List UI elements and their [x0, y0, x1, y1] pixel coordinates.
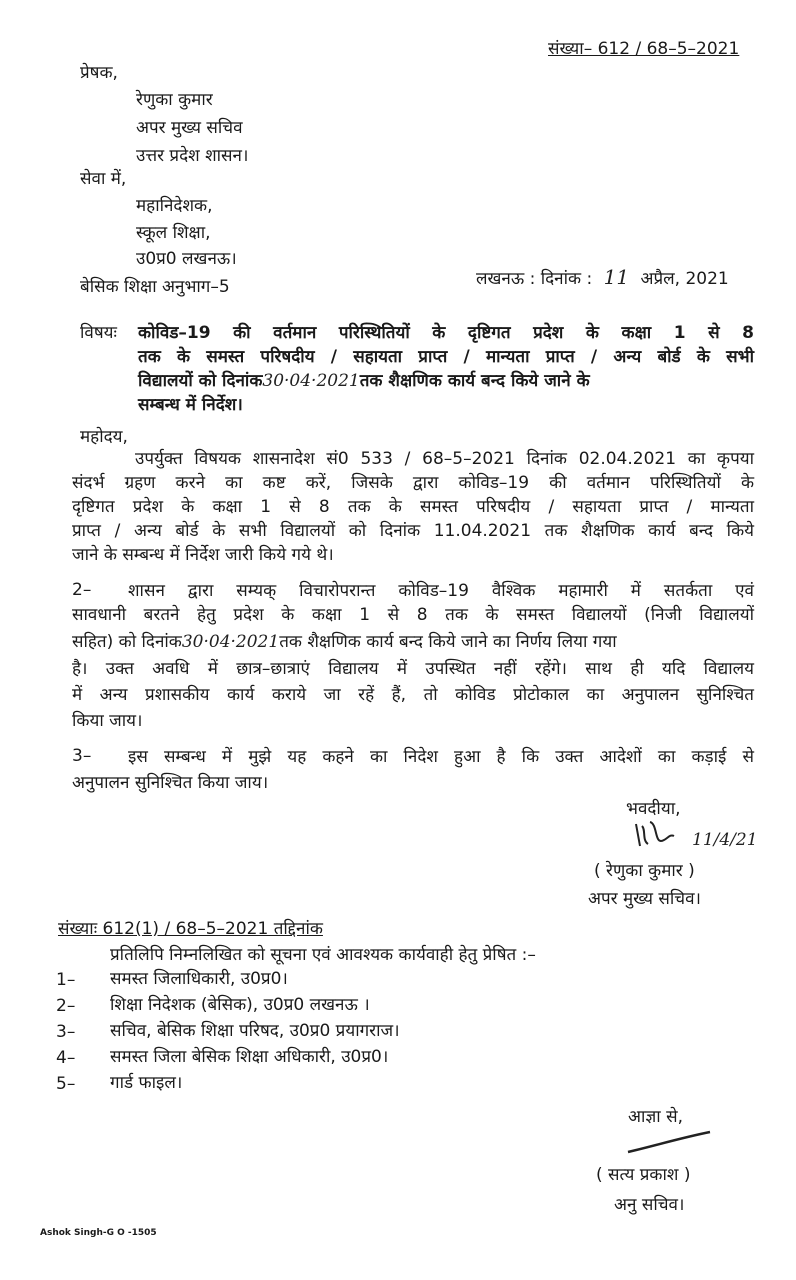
handwritten-date-day: 11 — [603, 265, 630, 289]
para1-line-4: प्राप्त / अन्य बोर्ड के सभी विद्यालयों को दिनांक 11.04.2021 तक शैक्षणिक कार्य बन्द किये — [72, 521, 754, 541]
order-signer-name: ( सत्य प्रकाश ) — [596, 1165, 691, 1185]
para2-line-2: सावधानी बरतने हेतु प्रदेश के कक्षा 1 से 8 तक के समस्त विद्यालयों (निजी विद्यालयों — [72, 605, 754, 625]
para3-line-2: अनुपालन सुनिश्चित किया जाय। — [72, 773, 269, 793]
closing: भवदीया, — [626, 799, 681, 819]
sender-label: प्रेषक, — [80, 63, 118, 83]
subject-line-3 — [138, 370, 590, 392]
para2-line-1: शासन द्वारा सम्यक् विचारोपरान्त कोविड–19 वैश्विक महामारी में सतर्कता एवं — [128, 581, 754, 601]
place-date — [476, 266, 729, 290]
para2-number: 2– — [72, 580, 92, 600]
sender-designation: अपर मुख्य सचिव — [136, 118, 243, 138]
section-name: बेसिक शिक्षा अनुभाग–5 — [80, 277, 230, 297]
copy-intro: प्रतिलिपि निम्नलिखित को सूचना एवं आवश्यक कार्यवाही हेतु प्रेषित :– — [110, 945, 536, 965]
sender-office: उत्तर प्रदेश शासन। — [136, 146, 249, 166]
copy-item: समस्त जिला बेसिक शिक्षा अधिकारी, उ0प्र0। — [110, 1047, 389, 1067]
para2-line-3-part-1: सहित) को दिनांक — [72, 632, 182, 652]
salutation: महोदय, — [80, 427, 128, 447]
subject-handwritten-date: 30·04·2021 — [262, 371, 360, 391]
para2-line-3-part-2: तक शैक्षणिक कार्य बन्द किये जाने का निर्णय लिया गया — [279, 632, 617, 652]
para1-line-3: दृष्टिगत प्रदेश के कक्षा 1 से 8 तक के समस्त परिषदीय / सहायता प्राप्त / मान्यता — [72, 497, 754, 517]
signer-name: ( रेणुका कुमार ) — [594, 861, 695, 881]
footer-code: Ashok Singh-G O -1505 — [40, 1228, 157, 1238]
copy-item-number: 1– — [56, 970, 76, 990]
para2-line-3 — [72, 631, 617, 653]
sender-name: रेणुका कुमार — [136, 90, 213, 110]
copy-item-number: 4– — [56, 1048, 76, 1068]
para1-line-5: जाने के सम्बन्ध में निर्देश जारी किये गये थे। — [72, 545, 334, 565]
para3-number: 3– — [72, 746, 92, 766]
para2-line-5: में अन्य प्रशासकीय कार्य कराये जा रहें हैं, तो कोविड प्रोटोकाल का अनुपालन सुनिश्चित — [72, 685, 754, 705]
subject-label: विषयः — [80, 323, 117, 343]
para2-line-4: है। उक्त अवधि में छात्र–छात्राएं विद्यालय में उपस्थित नहीं रहेंगे। साथ ही यदि विद्यालय — [72, 659, 754, 679]
signature-date: 11/4/21 — [692, 830, 758, 850]
subject-line-2: तक के समस्त परिषदीय / सहायता प्राप्त / मान्यता प्राप्त / अन्य बोर्ड के सभी — [138, 347, 754, 367]
copy-item-number: 5– — [56, 1074, 76, 1094]
para2-line-6: किया जाय। — [72, 711, 143, 731]
para3-line-1: इस सम्बन्ध में मुझे यह कहने का निदेश हुआ है कि उक्त आदेशों का कड़ाई से — [128, 747, 754, 767]
order-signature-mark — [624, 1128, 714, 1158]
recipient-line-3: उ0प्र0 लखनऊ। — [136, 249, 237, 269]
recipient-label: सेवा में, — [80, 169, 127, 189]
para1-line-1: उपर्युक्त विषयक शासनादेश सं0 533 / 68–5–2021 दिनांक 02.04.2021 का कृपया — [135, 449, 754, 469]
recipient-line-1: महानिदेशक, — [136, 196, 213, 216]
order-closing: आज्ञा से, — [628, 1107, 683, 1127]
para2-handwritten-date: 30·04·2021 — [181, 632, 280, 652]
order-signer-title: अनु सचिव। — [614, 1195, 685, 1215]
para1-line-2: संदर्भ ग्रहण करने का कष्ट करें, जिसके द्वारा कोविड–19 की वर्तमान परिस्थितियों के — [72, 473, 754, 493]
copy-item: सचिव, बेसिक शिक्षा परिषद, उ0प्र0 प्रयागराज। — [110, 1021, 400, 1041]
reference-number-bottom: संख्याः 612(1) / 68–5–2021 तद्दिनांक — [58, 919, 323, 939]
signer-title: अपर मुख्य सचिव। — [588, 889, 701, 909]
copy-item: समस्त जिलाधिकारी, उ0प्र0। — [110, 969, 288, 989]
place-date-rest: अप्रैल, 2021 — [640, 269, 729, 289]
subject-line-3-part-1: विद्यालयों को दिनांक — [138, 371, 263, 391]
copy-item-number: 3– — [56, 1022, 76, 1042]
place-date-prefix: लखनऊ : दिनांक : — [476, 269, 593, 289]
recipient-line-2: स्कूल शिक्षा, — [136, 223, 211, 243]
copy-item-number: 2– — [56, 996, 76, 1016]
copy-item: शिक्षा निदेशक (बेसिक), उ0प्र0 लखनऊ । — [110, 995, 370, 1015]
subject-line-3-part-2: तक शैक्षणिक कार्य बन्द किये जाने के — [359, 371, 590, 391]
subject-line-1: कोविड–19 की वर्तमान परिस्थितियों के दृष्टिगत प्रदेश के कक्षा 1 से 8 — [138, 323, 754, 343]
copy-item: गार्ड फाइल। — [110, 1073, 183, 1093]
subject-line-4: सम्बन्ध में निर्देश। — [138, 395, 243, 415]
reference-number-top: संख्या– 612 / 68–5–2021 — [548, 39, 740, 59]
